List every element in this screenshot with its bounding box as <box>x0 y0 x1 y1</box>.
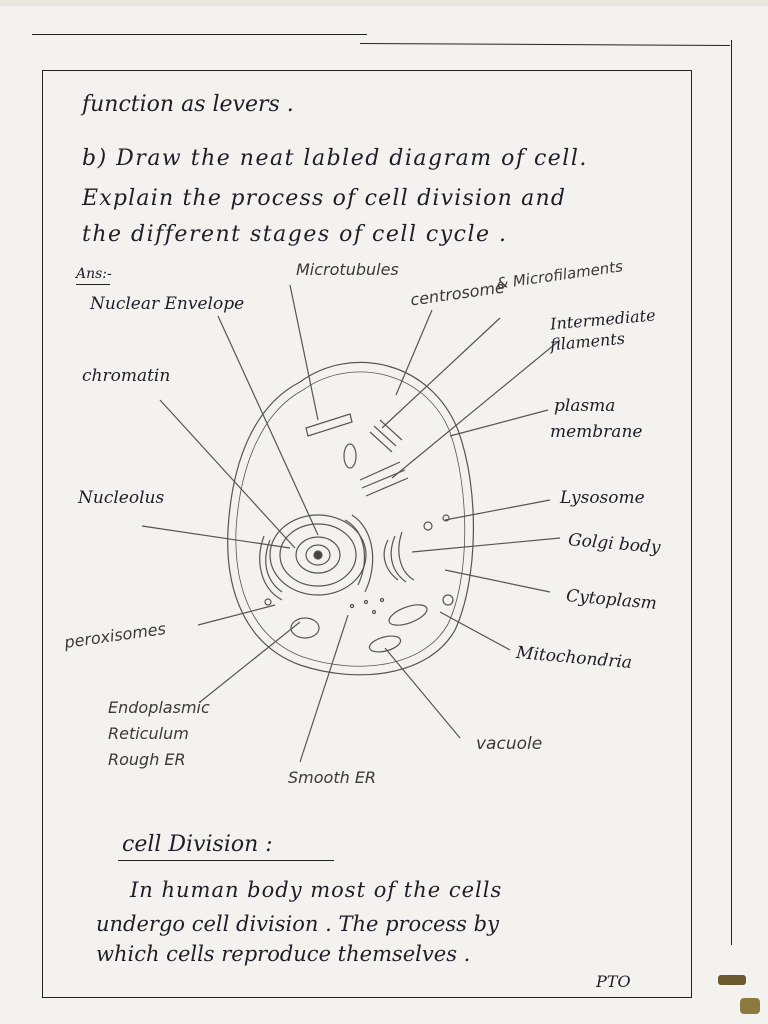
paragraph-line-1: In human body most of the cells <box>130 878 503 902</box>
label-cytoplasm: Cytoplasm <box>565 586 658 614</box>
label-endoplasmic: Endoplasmic <box>108 698 210 717</box>
answer-label: Ans:- <box>76 266 112 282</box>
label-mitochondria: Mitochondria <box>515 642 633 674</box>
plasma-membrane-outline <box>228 362 474 674</box>
label-smooth-er: Smooth ER <box>288 768 377 787</box>
label-centrosome: centrosome <box>409 277 506 310</box>
microtubules-shape <box>306 414 352 436</box>
label-nucleolus: Nucleolus <box>78 488 165 508</box>
mitochondria-shape <box>386 601 429 630</box>
label-golgi-body: Golgi body <box>567 530 662 558</box>
section-heading-underline <box>118 860 334 861</box>
label-filaments: filaments <box>549 328 626 355</box>
label-chromatin: chromatin <box>82 366 171 386</box>
label-peroxisomes: peroxisomes <box>63 618 167 653</box>
paragraph-line-3: which cells reproduce themselves . <box>96 942 471 966</box>
label-lysosome: Lysosome <box>560 488 645 508</box>
question-b-line2: Explain the process of cell division and <box>82 186 567 211</box>
label-plasma: plasma <box>554 396 616 416</box>
question-b-line1: b) Draw the neat labled diagram of cell. <box>82 146 588 171</box>
label-rough-er: Rough ER <box>108 750 186 769</box>
pto-note: PTO <box>596 972 631 991</box>
label-microtubules: Microtubules <box>296 260 399 279</box>
paragraph-line-2: undergo cell division . The process by <box>96 912 499 936</box>
label-reticulum: Reticulum <box>108 724 189 743</box>
label-microfilaments: & Microfilaments <box>495 257 624 293</box>
binding-clip-mark <box>718 975 746 985</box>
golgi-shape <box>384 540 398 580</box>
label-intermediate: Intermediate <box>549 305 657 334</box>
line-function-as-levers: function as levers . <box>82 92 294 117</box>
label-vacuole: vacuole <box>476 734 543 754</box>
label-nuclear-envelope: Nuclear Envelope <box>90 294 245 314</box>
nucleolus-shape <box>314 551 322 559</box>
section-heading-cell-division: cell Division : <box>122 832 273 857</box>
binding-clip-mark-2 <box>740 998 760 1014</box>
label-membrane: membrane <box>550 422 643 442</box>
question-b-line3: the different stages of cell cycle . <box>82 222 508 247</box>
vacuole-shape <box>368 633 403 655</box>
